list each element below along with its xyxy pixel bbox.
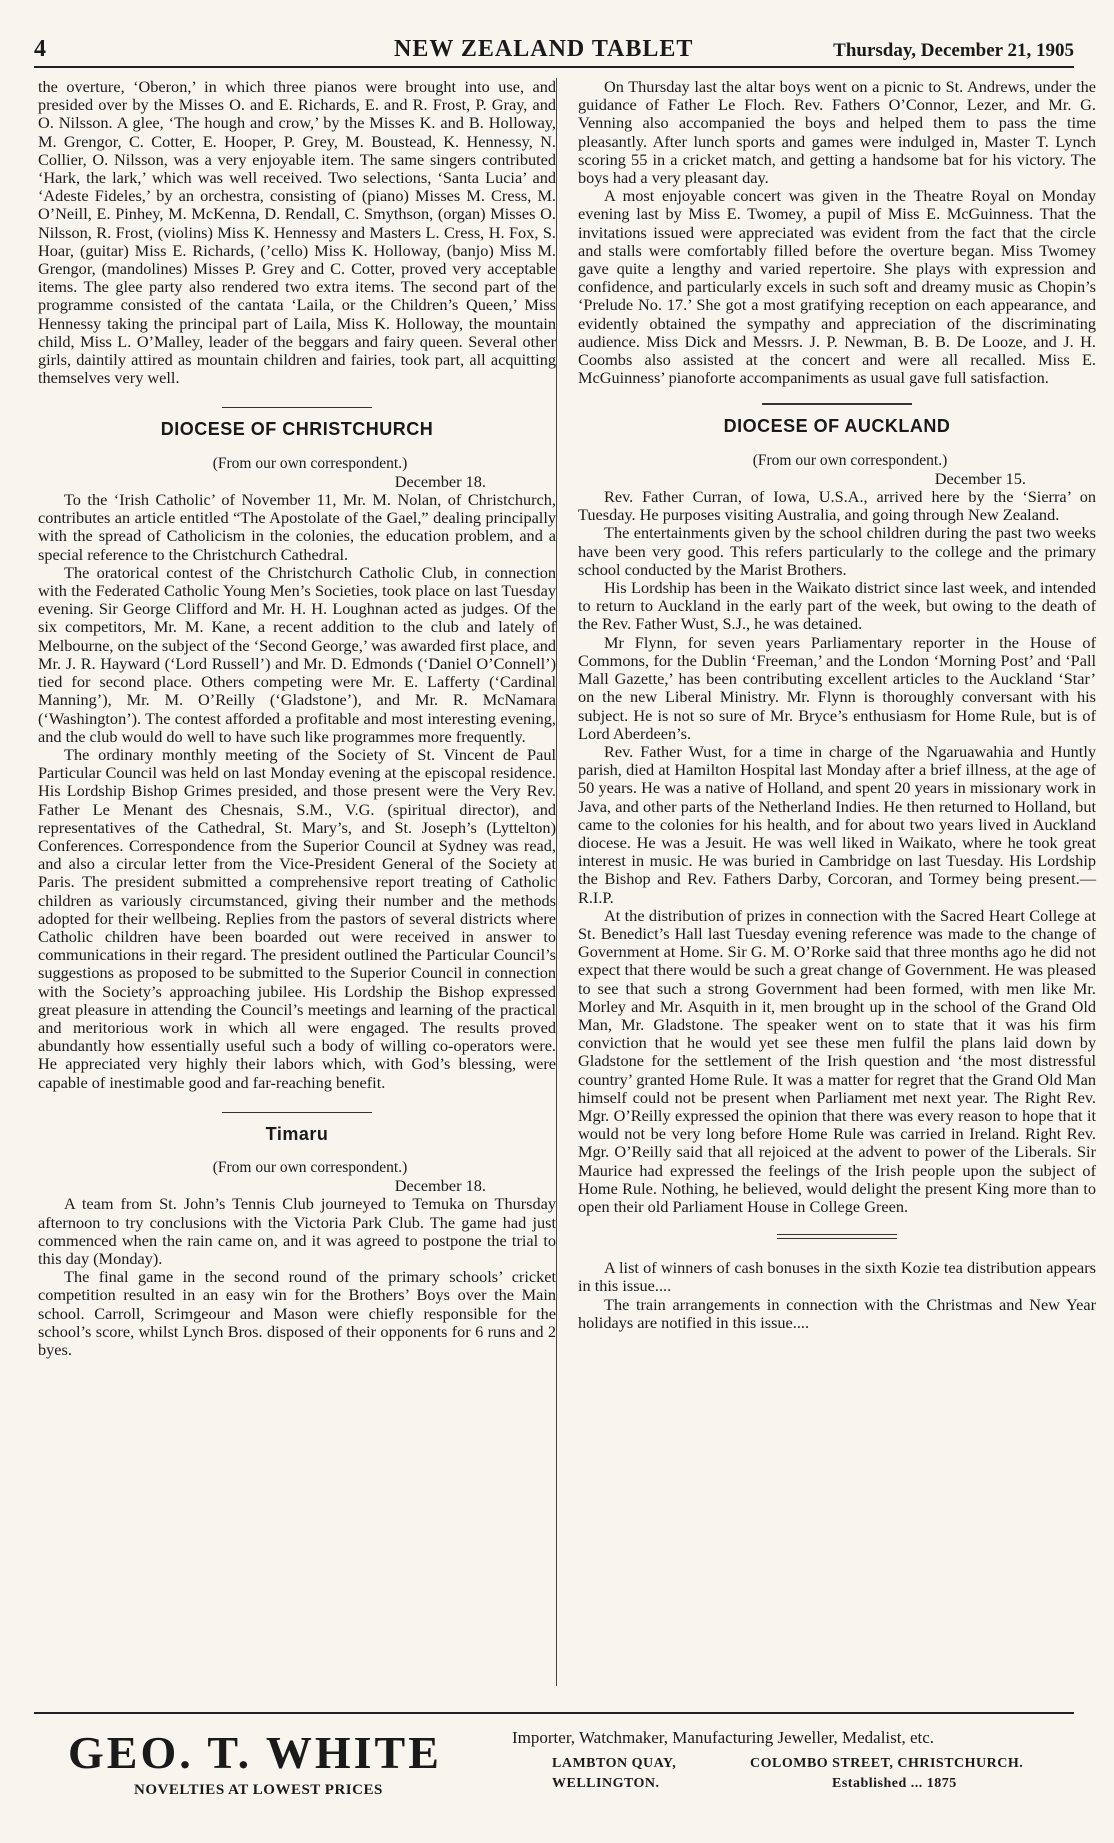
established-date: Established ... 1875: [832, 1776, 957, 1791]
issue-date: Thursday, December 21, 1905: [833, 40, 1074, 61]
column-divider: [556, 78, 557, 1686]
section-divider: [222, 407, 372, 408]
article-paragraph: On Thursday last the altar boys went on a picnic to St. Andrews, under the guidance of Father Le Floch. Rev. Fathers O’Connor, Lezer, and Mr. G. Venning also accompanied the boys and helped them to pass the time pleasantly. After lunch sports and games were indulged in, Master T. Lynch scoring 55 in a cricket match, and getting a handsome bat for his victory. The boys had a very pleasant day.: [578, 77, 1096, 188]
article-paragraph: His Lordship has been in the Waikato district since last week, and intended to return to Auckland in the early part of the week, but owing to the death of the Rev. Father Wust, S.J., he was detained.: [578, 578, 1096, 634]
auckland-byline: (From our own correspondent.): [752, 451, 948, 469]
auckland-heading: DIOCESE OF AUCKLAND: [723, 416, 951, 437]
section-divider: [222, 1112, 372, 1113]
article-paragraph: At the distribution of prizes in connection with the Sacred Heart College at St. Benedict’s Hall last Tuesday evening reference was made to the change of Government at Home. Sir G. M. O’Rorke said that three months ago he did not expect that there would be such a great change of Government. He was pleased to see that such a strong Government had been formed, with men like Mr. Morley and Mr. Asquith in it, men brought up in the school of the Grand Old Man, Mr. Gladstone. The speaker went on to state that it was his firm conviction that he would yet see these men fulfil the plans laid down by Gladstone for the settlement of the Irish question and ‘the most distressful country’ granted Home Rule. It was a matter for regret that the Grand Old Man himself could not be present when Parliament met next year. The Right Rev. Mgr. O’Reilly expressed the opinion that there was every reason to hope that it would not be very long before Home Rule was carried in Ireland. Right Rev. Mgr. O’Reilly said that all rejoiced at the advent to power of the Liberals. Sir Maurice had expressed the feelings of the Irish people upon the subject of Home Rule. Nothing, he believed, would delight the present King more than to open their old Parliament House in College Green.: [578, 905, 1096, 1216]
christchurch-address: COLOMBO STREET, CHRISTCHURCH.: [750, 1756, 1024, 1771]
concert-continued-paragraph: the overture, ‘Oberon,’ in which three pianos were brought into use, and presided over by the Misses O. and E. Richards, E. and R. Frost, P. Gray, and O. Nilsson. A glee, ‘The hough and crow,’ by the Misses K. and B. Holloway, M. Grengor, C. Cotter, E. Hooper, P. Grey, M. Boustead, K. Hennessy, N. Collier, O. Nilsson, was a very enjoyable item. The same singers contributed ‘Hark, the lark,’ which was well received. Two selections, ‘Santa Lucia’ and ‘Adeste Fideles,’ by an orchestra, consisting of (piano) Misses M. Cress, M. O’Neill, E. Pinhey, M. McKenna, D. Rendall, C. Smythson, (organ) Misses O. Nilsson, R. Frost, (violins) Miss K. Hennessy and Masters L. Cress, H. Fox, S. Hoar, (guitar) Miss E. Richards, (’cello) Miss K. Holloway, (banjo) Miss M. Grengor, (mandolines) Misses P. Grey and C. Cotter, proved very acceptable items. The glee party also rendered two extra items. The second part of the programme consisted of the cantata ‘Laila, or the Children’s Queen,’ Miss Hennessy taking the principal part of Laila, Miss K. Holloway, the mountain child, Miss L. O’Malley, leader of the beggars and fairy queen. Several other girls, daintily attired as mountain children and fairies, took part, all acquitting themselves very well.: [38, 77, 556, 388]
timaru-heading: Timaru: [265, 1123, 329, 1144]
masthead: [34, 36, 1074, 68]
article-paragraph: The final game in the second round of the primary schools’ cricket competition resulted in an easy win for the Brothers’ Boys over the Main school. Carroll, Scrimgeour and Mason were chiefly responsible for the school’s score, whilst Lynch Bros. disposed of their opponents for 6 runs and 2 byes.: [38, 1267, 556, 1359]
article-paragraph: Rev. Father Curran, of Iowa, U.S.A., arrived here by the ‘Sierra’ on Tuesday. He purposes visiting Australia, and going through New Zealand.: [578, 487, 1096, 525]
advertisement-rule: [34, 1712, 1074, 1714]
advertiser-tagline: NOVELTIES AT LOWEST PRICES: [134, 1782, 383, 1798]
ornamental-divider: [777, 1234, 897, 1239]
article-paragraph: The oratorical contest of the Christchurch Catholic Club, in connection with the Federated Catholic Young Men’s Societies, took place on last Tuesday evening. Sir George Clifford and Mr. H. H. Loughnan acted as judges. Of the six competitors, Mr. M. Kane, a recent addition to the club and lately of Melbourne, on the subject of the ‘Second George,’ was awarded first place, and Mr. J. R. Hayward (‘Lord Russell’) and Mr. D. Edmonds (‘Daniel O’Connell’) tied for second place. Others competing were Mr. E. Lafferty (‘Cardinal Manning’), Mr. M. O’Reilly (‘Gladstone’), and Mr. R. McNamara (‘Washington’). The contest afforded a profitable and most interesting evening, and the club would do well to have such like programmes more frequently.: [38, 562, 556, 746]
christchurch-dateline: December 18.: [394, 471, 486, 491]
auckland-dateline: December 15.: [934, 468, 1026, 488]
article-paragraph: Mr Flynn, for seven years Parliamentary reporter in the House of Commons, for the Dublin ‘Freeman,’ and the London ‘Morning Post’ and ‘Pall Mall Gazette,’ has been contributing excellent articles to the Auckland ‘Star’ on the new Liberal Ministry. Mr. Flynn is thoroughly conversant with his subject. He is not so sure of Mr. Bryce’s enthusiasm for Home Rule, but is of Lord Aberdeen’s.: [578, 632, 1096, 743]
page-number: 4: [34, 36, 46, 62]
right-column: [578, 78, 1096, 1332]
newspaper-title: NEW ZEALAND TABLET: [394, 36, 694, 62]
advertiser-name: GEO. T. WHITE: [68, 1727, 442, 1778]
article-paragraph: The entertainments given by the school children during the past two weeks have been very good. This refers particularly to the college and the primary school conducted by the Marist Brothers.: [578, 523, 1096, 579]
christchurch-byline: (From our own correspondent.): [212, 454, 408, 472]
left-column: [38, 78, 556, 1359]
article-paragraph: A most enjoyable concert was given in the Theatre Royal on Monday evening last by Miss E. Twomey, a pupil of Miss E. McGuinness. That the invitations issued were appreciated was evident from the fact that the circle and stalls were comfortably filled before the overture began. Miss Twomey gave quite a lengthy and varied repertoire. She plays with expression and confidence, and particularly excels in such soft and dreamy music as Chopin’s ‘Prelude No. 17.’ She got a most gratifying reception on each appearance, and evidently obtained the sympathy and appreciation of the discriminating audience. Miss Dick and Messrs. J. P. Newman, B. B. De Looze, and J. H. Coombs also assisted at the concert and were all recalled. Miss E. McGuinness’ pianoforte accompaniments as usual gave full satisfaction.: [578, 186, 1096, 388]
advertiser-services: Importer, Watchmaker, Manufacturing Jeweller, Medalist, etc.: [512, 1728, 935, 1747]
notice-paragraph: A list of winners of cash bonuses in the sixth Kozie tea distribution appears in this issue....: [578, 1258, 1096, 1296]
article-paragraph: Rev. Father Wust, for a time in charge of the Ngaruawahia and Huntly parish, died at Hamilton Hospital last Monday after a brief illness, at the age of 50 years. He was a native of Holland, and spent 20 years in missionary work in Java, and other parts of the Netherland Indies. He then returned to Holland, but came to the colonies for his health, and for about two years lived in Auckland diocese. He was a Jesuit. He was well liked in Waikato, where he took great interest in music. He was buried in Cambridge on last Tuesday. His Lordship the Bishop and Rev. Fathers Darby, Corcoran, and Tormey being present.—R.I.P.: [578, 741, 1096, 907]
timaru-byline: (From our own correspondent.): [212, 1158, 408, 1176]
notice-paragraph: The train arrangements in connection with the Christmas and New Year holidays are notified in this issue....: [578, 1294, 1096, 1332]
christchurch-heading: DIOCESE OF CHRISTCHURCH: [160, 419, 434, 440]
wellington-address: LAMBTON QUAY,: [552, 1756, 677, 1771]
article-paragraph: A team from St. John’s Tennis Club journeyed to Temuka on Thursday afternoon to try conclusions with the Victoria Park Club. The game had just commenced when the rain came on, and it was agreed to postpone the trial to this day (Monday).: [38, 1194, 556, 1268]
timaru-dateline: December 18.: [394, 1176, 486, 1196]
section-divider: [762, 403, 912, 405]
advertisement: [34, 1722, 1074, 1812]
article-paragraph: To the ‘Irish Catholic’ of November 11, Mr. M. Nolan, of Christchurch, contributes an article entitled “The Apostolate of the Gael,” dealing principally with the spread of Catholicism in the colonies, the education problem, and a special reference to the Christchurch Cathedral.: [38, 490, 556, 564]
article-paragraph: The ordinary monthly meeting of the Society of St. Vincent de Paul Particular Council was held on last Monday evening at the episcopal residence. His Lordship Bishop Grimes presided, and those present were the Very Rev. Father Le Menant des Chesnais, S.M., V.G. (spiritual director), and representatives of the Cathedral, St. Mary’s, and St. Joseph’s (Lyttelton) Conferences. Correspondence from the Superior Council at Sydney was read, and also a circular letter from the Vice-President General of the Society at Paris. The president submitted a comprehensive report treating of Catholic children as variously circumstanced, giving their number and the methods adopted for their wellbeing. Replies from the pastors of several districts where Catholic children have been boarded out were received in answer to communications in their regard. The president outlined the Particular Council’s suggestions as proposed to be submitted to the Superior Council in connection with the Society’s approaching jubilee. His Lordship the Bishop expressed great pleasure in attending the Council’s meetings and learning of the practical and meritorious work in which all were engaged. The results proved abundantly how essentially useful such a body of willing co-operators were. He appreciated very highly their labors which, with God’s blessing, were capable of inestimable good and far-reaching benefit.: [38, 744, 556, 1092]
wellington-city: WELLINGTON.: [552, 1776, 660, 1791]
